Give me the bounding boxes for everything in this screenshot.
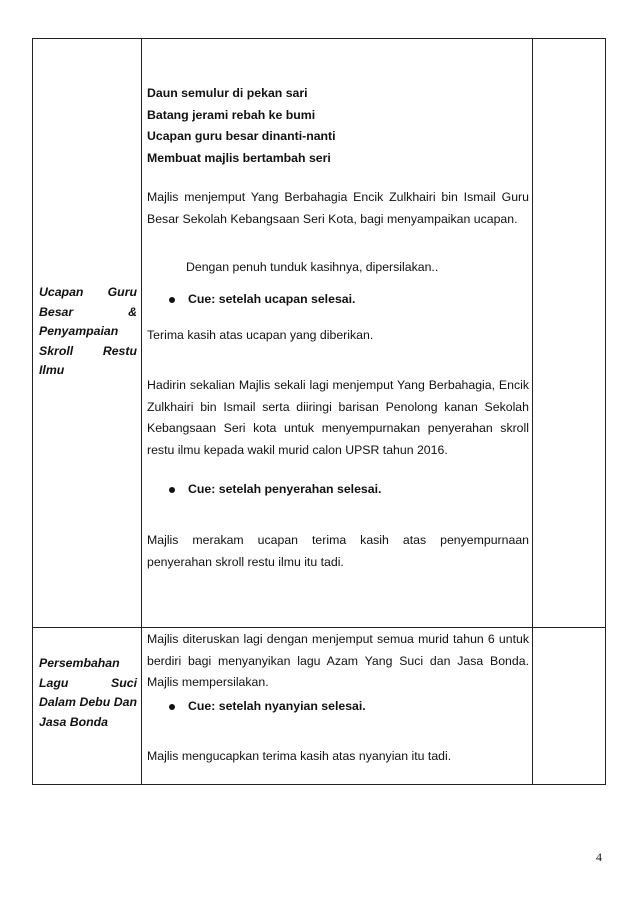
paragraph: Dengan penuh tunduk kasihnya, dipersilakan.. <box>186 260 439 274</box>
poem-line: Membuat majlis bertambah seri <box>147 150 331 165</box>
bullet-icon <box>169 297 175 303</box>
poem-line: Batang jerami rebah ke bumi <box>147 107 316 122</box>
column-divider <box>532 39 533 784</box>
paragraph: Majlis mengucapkan terima kasih atas nyanyian itu tadi. <box>147 749 452 763</box>
poem <box>147 83 529 169</box>
poem-line: Daun semulur di pekan sari <box>147 86 308 100</box>
page-number: 4 <box>596 850 602 864</box>
paragraph: Majlis merakam ucapan terima kasih atas penyempurnaan penyerahan skroll restu ilmu itu tadi. <box>147 533 529 569</box>
row-label: Ucapan Guru Besar & Penyampaian Skroll Restu Ilmu <box>39 285 137 377</box>
poem-line: Ucapan guru besar dinanti-nanti <box>147 129 336 143</box>
row-label: Persembahan Lagu Suci Dalam Debu Dan Jasa Bonda <box>39 656 137 729</box>
paragraph: Majlis diteruskan lagi dengan menjemput semua murid tahun 6 untuk berdiri bagi menyanyikan lagu Azam Yang Suci dan Jasa Bonda. Majlis mempersilakan. <box>147 632 529 689</box>
cue-text: Cue: setelah penyerahan selesai. <box>188 482 382 496</box>
bullet-icon <box>169 704 175 710</box>
row-divider <box>33 627 605 628</box>
cue-text: Cue: setelah nyanyian selesai. <box>188 699 366 713</box>
bullet-icon <box>169 487 175 493</box>
paragraph: Terima kasih atas ucapan yang diberikan. <box>147 328 374 342</box>
paragraph: Hadirin sekalian Majlis sekali lagi menjemput Yang Berbahagia, Encik Zulkhairi bin Ismail serta diiringi barisan Penolong kanan Sekolah Kebangsaan Seri kota untuk menyempurnakan penyerahan skroll restu ilmu kepada wakil murid calon UPSR tahun 2016. <box>147 378 529 457</box>
script-table <box>32 38 606 785</box>
column-divider <box>141 39 142 784</box>
cue-text: Cue: setelah ucapan selesai. <box>188 292 356 306</box>
paragraph: Majlis menjemput Yang Berbahagia Encik Zulkhairi bin Ismail Guru Besar Sekolah Kebangsaan Seri Kota, bagi menyampaikan ucapan. <box>147 190 529 226</box>
